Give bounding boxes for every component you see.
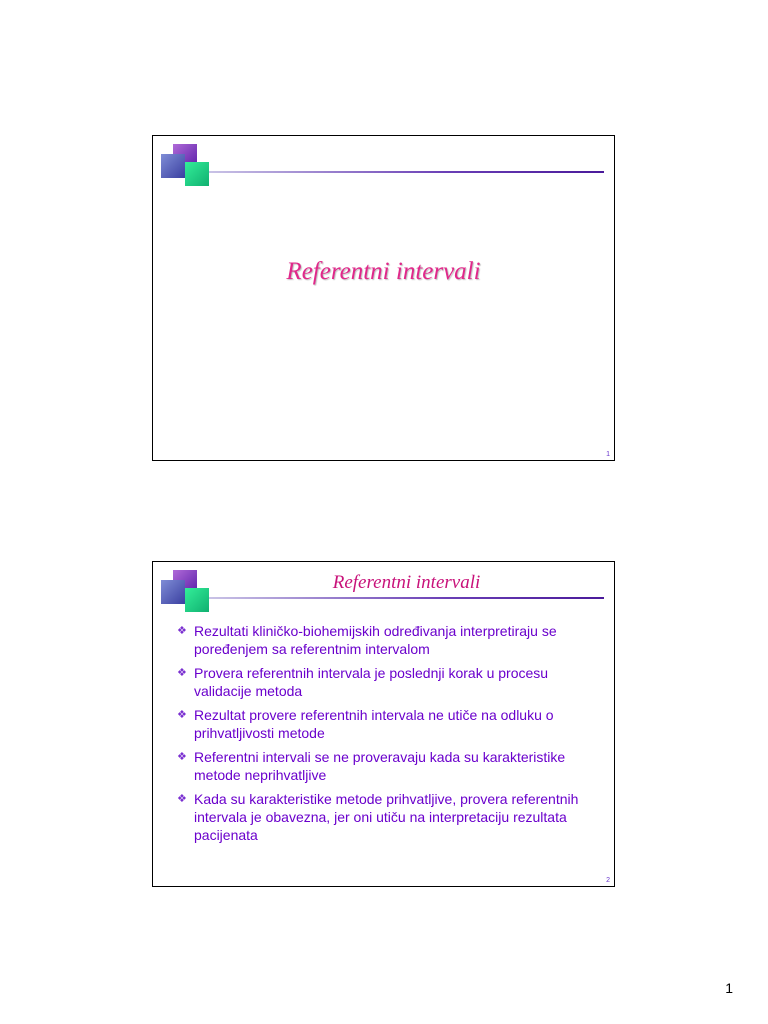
list-item: ❖ Rezultati kliničko-biohemijskih određivanja interpretiraju se poređenjem sa referentnim intervalom	[177, 623, 557, 657]
green-square-icon	[185, 162, 209, 186]
slide-page-number: 2	[606, 877, 610, 884]
slide-logo-squares	[161, 144, 209, 186]
blue-square-icon	[161, 154, 185, 178]
slide-logo-squares	[161, 570, 209, 612]
list-item: ❖ Rezultat provere referentnih intervala ne utiče na odluku o prihvatljivosti metode	[177, 707, 554, 741]
slide-2	[152, 561, 615, 887]
slide-title: Referentni intervali	[332, 572, 481, 593]
diamond-star-icon: ❖	[177, 751, 187, 763]
green-square-icon	[185, 588, 209, 612]
slide-page-number: 1	[606, 451, 610, 458]
slide-1	[152, 135, 615, 461]
header-divider	[209, 171, 604, 173]
diamond-star-icon: ❖	[177, 709, 187, 721]
diamond-star-icon: ❖	[177, 667, 187, 679]
bullet-list	[177, 622, 600, 850]
blue-square-icon	[161, 580, 185, 604]
slide-title: Referentni intervali	[286, 258, 481, 285]
list-item: ❖ Referentni intervali se ne proveravaju kada su karakteristike metode neprihvatljive	[177, 749, 566, 783]
diamond-star-icon: ❖	[177, 793, 187, 805]
list-item: ❖ Provera referentnih intervala je poslednji korak u procesu validacije metoda	[177, 665, 549, 699]
sheet-page-number: 1	[725, 980, 733, 996]
list-item: ❖ Kada su karakteristike metode prihvatljive, provera referentnih intervala je obavezna, jer oni utiču na interpretaciju rezultata pacijenata	[177, 791, 579, 843]
header-divider	[209, 597, 604, 599]
diamond-star-icon: ❖	[177, 625, 187, 637]
